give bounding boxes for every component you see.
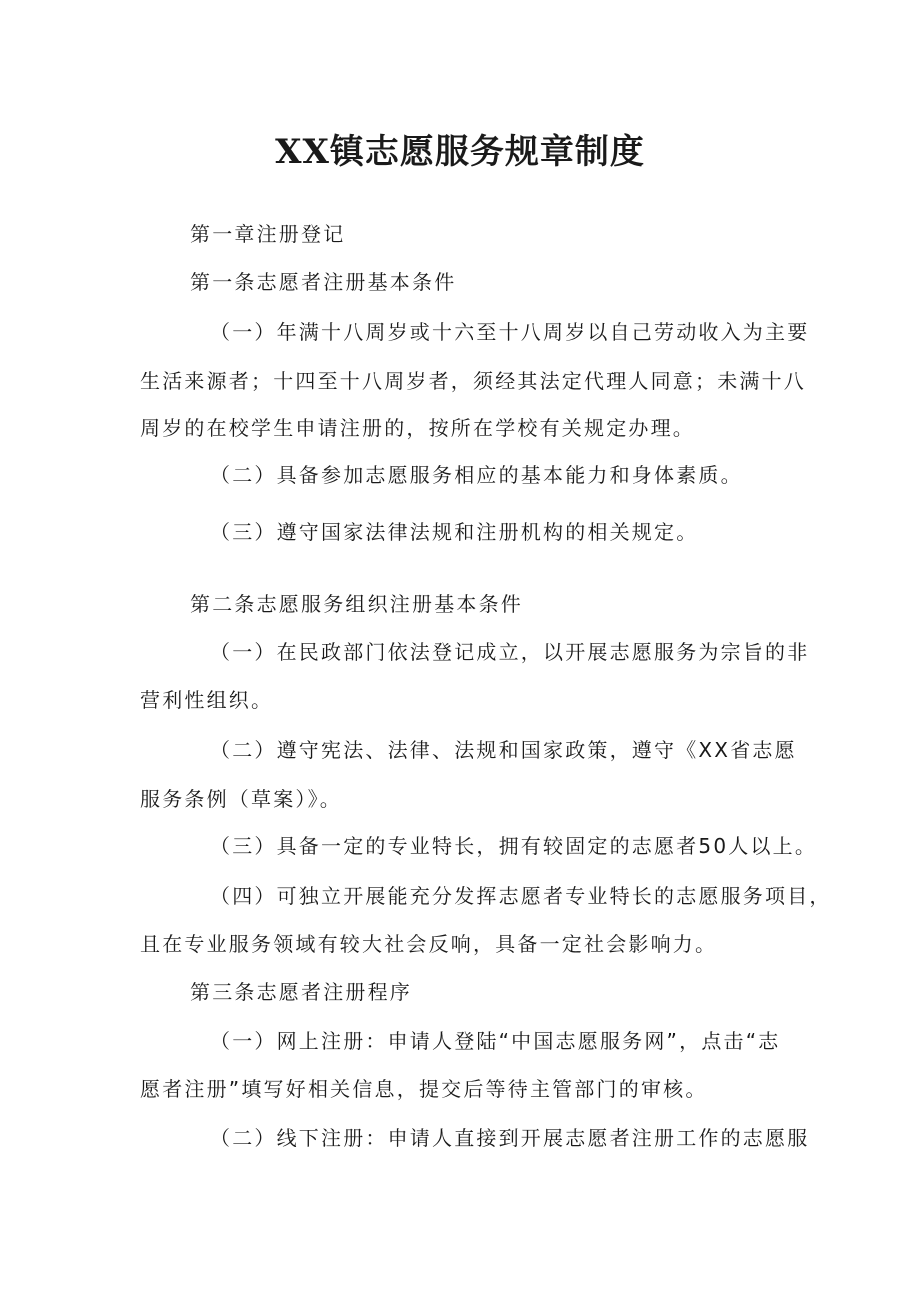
paragraph-line: （二）遵守宪法、法律、法规和国家政策，遵守《XX省志愿 (210, 738, 797, 762)
document-title: XX镇志愿服务规章制度 (275, 132, 645, 172)
paragraph-line: （一）年满十八周岁或十六至十八周岁以自己劳动收入为主要 (210, 320, 810, 344)
paragraph-line: （一）在民政部门依法登记成立，以开展志愿服务为宗旨的非 (210, 640, 810, 664)
paragraph-line: 愿者注册”填写好相关信息，提交后等待主管部门的审核。 (140, 1077, 708, 1101)
paragraph-line: （一）网上注册：申请人登陆“中国志愿服务网”，点击“志 (210, 1029, 781, 1053)
paragraph-line: 且在专业服务领域有较大社会反响，具备一定社会影响力。 (140, 932, 718, 956)
paragraph-line: （二）线下注册：申请人直接到开展志愿者注册工作的志愿服 (210, 1126, 810, 1150)
paragraph-line: （三）遵守国家法律法规和注册机构的相关规定。 (210, 520, 699, 544)
paragraph-line: 服务条例（草案）》。 (140, 787, 342, 811)
chapter-heading: 第一章注册登记 (190, 222, 346, 246)
paragraph-line: （三）具备一定的专业特长，拥有较固定的志愿者50人以上。 (210, 834, 818, 858)
paragraph-line: 生活来源者；十四至十八周岁者，须经其法定代理人同意；未满十八 (140, 369, 806, 393)
paragraph-line: （二）具备参加志愿服务相应的基本能力和身体素质。 (210, 463, 743, 487)
paragraph-line: （四）可独立开展能充分发挥志愿者专业特长的志愿服务项目， (210, 884, 832, 908)
article-heading: 第三条志愿者注册程序 (190, 980, 412, 1004)
paragraph-line: 周岁的在校学生申请注册的，按所在学校有关规定办理。 (140, 416, 695, 440)
paragraph-line: 营利性组织。 (140, 688, 274, 712)
article-heading: 第二条志愿服务组织注册基本条件 (190, 592, 523, 616)
article-heading: 第一条志愿者注册基本条件 (190, 270, 457, 294)
